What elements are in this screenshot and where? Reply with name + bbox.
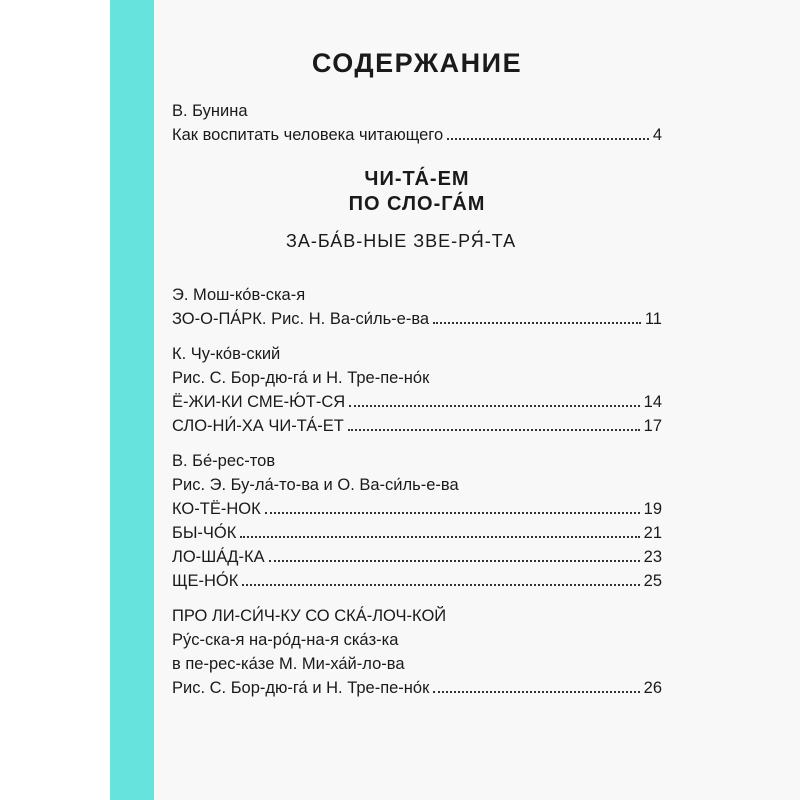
entry-title: СЛО-НИ́-ХА ЧИ-ТА́-ЕТ: [172, 417, 344, 435]
dot-leader: [433, 691, 639, 693]
page-number: 26: [643, 679, 662, 697]
entry-title: Ё-ЖИ-КИ СМЕ-Ю́Т-СЯ: [172, 393, 346, 411]
story-subtitle: Ру́с-ска-я на-ро́д-на-я ска́з-ка: [172, 631, 399, 649]
page-number: 4: [652, 126, 662, 144]
page-number: 23: [643, 548, 662, 566]
page-edge-stripe: [110, 0, 154, 800]
illustrators: Рис. Э. Бу-ла́-то-ва и О. Ва-си́ль-е-ва: [172, 476, 459, 494]
author: В. Бе́-рес-тов: [172, 452, 276, 470]
story-retelling: в пе-рес-ка́зе М. Ми-ха́й-ло-ва: [172, 655, 405, 673]
dot-leader: [269, 560, 640, 562]
toc-entry[interactable]: [172, 521, 662, 545]
dot-leader: [242, 584, 639, 586]
dot-leader: [447, 138, 649, 140]
entry-title: ЗО-О-ПА́РК. Рис. Н. Ва-си́ль-е-ва: [172, 310, 430, 328]
author: К. Чу-ко́в-ский: [172, 345, 281, 363]
entry-title: БЫ-ЧО́К: [172, 524, 237, 542]
toc-entry-intro[interactable]: [172, 123, 662, 147]
intro-author: В. Бунина: [172, 102, 248, 120]
entry-title: ЛО-ША́Д-КА: [172, 548, 265, 566]
toc-entry[interactable]: [172, 676, 662, 700]
page-number: 11: [644, 310, 662, 328]
section-title-line-1: ЧИ-ТА́-ЕМ: [364, 168, 470, 190]
dot-leader: [349, 405, 639, 407]
entry-title: ЩЕ-НО́К: [172, 572, 239, 590]
table-of-contents: [172, 48, 662, 700]
toc-entry[interactable]: [172, 390, 662, 414]
page-number: 19: [643, 500, 662, 518]
page-number: 25: [643, 572, 662, 590]
page-number: 14: [643, 393, 662, 411]
entry-title: КО-ТЁ-НОК: [172, 500, 261, 518]
toc-entry[interactable]: [172, 497, 662, 521]
dot-leader: [433, 322, 641, 324]
dot-leader: [265, 512, 640, 514]
toc-entry[interactable]: [172, 569, 662, 593]
toc-title: СОДЕРЖАНИЕ: [311, 48, 523, 78]
section-title-line-2: ПО СЛО-ГА́М: [348, 193, 486, 215]
toc-entry[interactable]: [172, 545, 662, 569]
story-title: ПРО ЛИ-СИ́Ч-КУ СО СКА́-ЛОЧ-КОЙ: [172, 607, 447, 625]
dot-leader: [240, 536, 639, 538]
entry-title: Как воспитать человека читающего: [172, 126, 444, 144]
toc-entry[interactable]: [172, 307, 662, 331]
author: Э. Мош-ко́в-ска-я: [172, 286, 306, 304]
toc-entry[interactable]: [172, 414, 662, 438]
dot-leader: [348, 429, 640, 431]
section-title: [172, 167, 662, 217]
page-number: 17: [643, 417, 662, 435]
illustrators: Рис. С. Бор-дю-га́ и Н. Тре-пе-но́к: [172, 369, 430, 387]
subsection-title: ЗА-БА́В-НЫЕ ЗВЕ-РЯ́-ТА: [286, 231, 517, 251]
page-number: 21: [643, 524, 662, 542]
illustrators: Рис. С. Бор-дю-га́ и Н. Тре-пе-но́к: [172, 679, 430, 697]
